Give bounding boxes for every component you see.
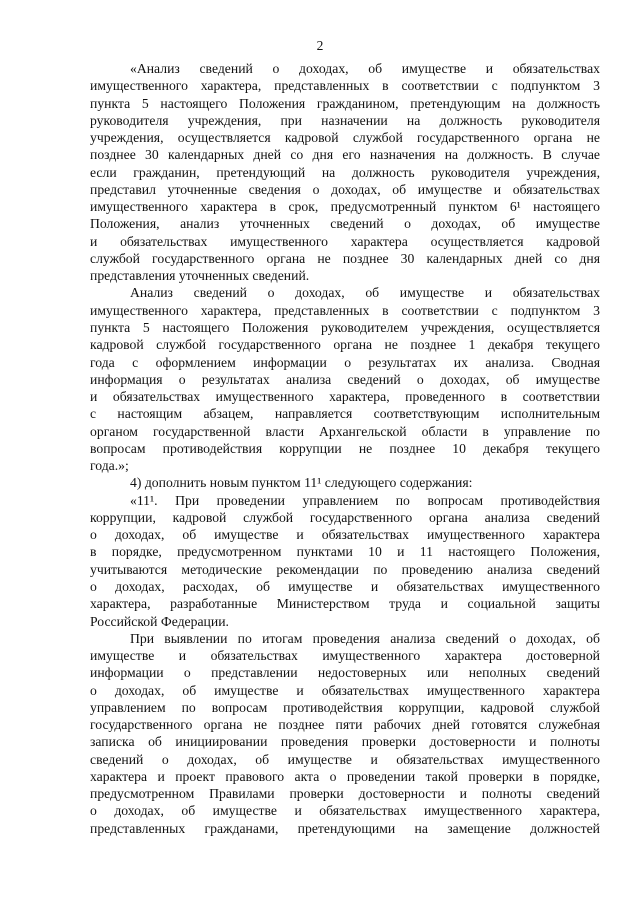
text-line: о доходах, об имуществе и обязательствах имущественного характера, <box>90 803 600 819</box>
text-line: учитываются методические рекомендации по проведению анализа сведений <box>90 561 600 577</box>
text-line: имущественного характера в срок, предусмотренный пунктом 6¹ настоящего <box>90 199 600 215</box>
text-line: представил уточненные сведения о доходах, об имуществе и обязательствах <box>90 181 600 197</box>
text-line: 4) дополнить новым пунктом 11¹ следующего содержания: <box>130 475 473 491</box>
text-line: службой государственного органа не позднее 30 календарных дней со дня <box>90 250 600 266</box>
text-line: и обязательствах имущественного характера осуществляется кадровой <box>90 233 600 249</box>
text-line: вопросам противодействия коррупции не позднее 10 декабря текущего <box>90 440 600 456</box>
text-line: органом государственной власти Архангельской области в управление по <box>90 423 600 439</box>
text-line: имуществе и обязательствах имущественного характера достоверной <box>90 648 600 664</box>
text-line: «11¹. При проведении управлением по вопросам противодействия <box>130 492 600 508</box>
text-line: с настоящим абзацем, направляется соответствующим исполнительным <box>90 406 600 422</box>
text-line: в порядке, предусмотренном пунктами 10 и 11 настоящего Положения, <box>90 544 600 560</box>
text-line: государственного органа не позднее пяти рабочих дней готовятся служебная <box>90 717 600 733</box>
text-line: «Анализ сведений о доходах, об имуществе и обязательствах <box>130 61 600 76</box>
text-line: характера, разработанные Министерством труда и социальной защиты <box>90 596 600 612</box>
text-line: коррупции, кадровой службой государственного органа анализа сведений <box>90 509 600 525</box>
text-line: имущественного характера, представленных в соответствии с подпунктом 3 <box>90 78 600 94</box>
text-line: руководителя учреждения, при назначении на должность руководителя <box>90 112 600 128</box>
text-line: При выявлении по итогам проведения анализа сведений о доходах, об <box>130 630 600 646</box>
text-line: учреждения, осуществляется кадровой службой государственного органа не <box>90 130 600 146</box>
text-line: предусмотренном Правилами проверки достоверности и полноты сведений <box>90 786 600 802</box>
text-line: представленных гражданами, претендующими на замещение должностей <box>90 820 600 836</box>
text-line: если гражданин, претендующий на должность руководителя учреждения, <box>90 164 600 180</box>
text-line: года с оформлением информации о результатах их анализа. Сводная <box>90 354 600 370</box>
text-line: сведений о доходах, об имуществе и обязательствах имущественного <box>90 751 600 767</box>
text-line: пункта 5 настоящего Положения руководителем учреждения, осуществляется <box>90 319 600 335</box>
page-number: 2 <box>316 38 324 53</box>
text-line: Российской Федерации. <box>90 613 229 629</box>
text-line: позднее 30 календарных дней со дня его назначения на должность. В случае <box>90 147 600 163</box>
text-line: записка об инициировании проведения проверки достоверности и полноты <box>90 734 600 750</box>
document-body <box>90 60 600 837</box>
text-line: информации о представлении недостоверных или неполных сведений <box>90 665 600 681</box>
text-line: кадровой службой государственного органа не позднее 1 декабря текущего <box>90 337 600 353</box>
text-line: представления уточненных сведений. <box>90 268 310 284</box>
text-line: о доходах, об имуществе и обязательствах имущественного характера <box>90 527 600 543</box>
text-line: и обязательствах имущественного характера, проведенного в соответствии <box>90 389 600 405</box>
text-line: Анализ сведений о доходах, об имуществе и обязательствах <box>130 285 600 301</box>
text-line: Положения, анализ уточненных сведений о доходах, об имуществе <box>90 216 600 232</box>
text-line: имущественного характера, представленных в соответствии с подпунктом 3 <box>90 302 600 318</box>
text-line: о доходах, расходах, об имуществе и обязательствах имущественного <box>90 578 600 594</box>
text-line: пункта 5 настоящего Положения гражданином, претендующим на должность <box>90 95 600 111</box>
text-line: о доходах, об имуществе и обязательствах имущественного характера <box>90 682 600 698</box>
text-line: характера и проект правового акта о проведении такой проверки в порядке, <box>90 768 600 784</box>
text-line: информация о результатах анализа сведений о доходах, об имуществе <box>90 371 600 387</box>
text-line: управлением по вопросам противодействия коррупции, кадровой службой <box>90 699 600 715</box>
text-line: года.»; <box>90 458 129 474</box>
